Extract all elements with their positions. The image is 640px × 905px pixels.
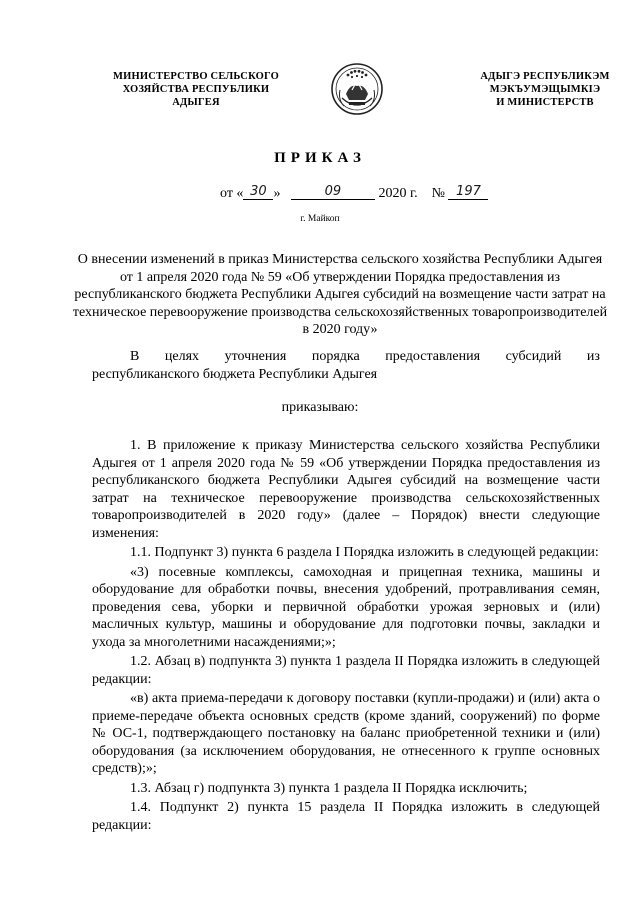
preamble-second-line: республиканского бюджета Республики Адыгея (92, 366, 378, 382)
ministry-name-russian (96, 70, 296, 109)
paragraph-1-1: 1.1. Подпункт 3) пункта 6 раздела I Порядка изложить в следующей редакции: (130, 545, 599, 560)
ministry-name-line: АДЫГЕЯ (172, 97, 220, 108)
preamble-word: субсидий (505, 349, 562, 364)
paragraph-1-1-quote: «3) посевные комплексы, самоходная и прицепная техника, машины и оборудование для обработки почвы, внесения удобрений, протравливания семян, проведения сева, уборки и первичной обработки урожая зерновых и (или) масличных культур, машины и оборудование для подготовки почвы, закладки и ухода за многолетними насаждениями;»; (92, 564, 600, 650)
preamble (92, 348, 600, 383)
ministry-name-line: АДЫГЭ РЕСПУБЛИКЭМ (480, 71, 610, 82)
ministry-name-adyghe (470, 70, 620, 109)
date-month: 09 (291, 185, 375, 200)
preamble-word: из (586, 349, 600, 364)
preamble-word: целях (164, 349, 200, 364)
orders-word: приказываю: (281, 400, 359, 415)
paragraph-1-3: 1.3. Абзац г) подпункта 3) пункта 1 раздела II Порядка исключить; (130, 780, 528, 796)
order-body (92, 437, 600, 836)
date-prefix: от « (220, 186, 244, 201)
preamble-first-line (92, 348, 600, 366)
coat-of-arms-icon (330, 60, 384, 120)
date-day: 30 (243, 185, 273, 200)
paragraph-1-2: 1.2. Абзац в) подпункта 3) пункта 1 раздела II Порядка изложить в следующей редакции: (92, 654, 600, 687)
ministry-name-line: И МИНИСТЕРСТВ (496, 97, 594, 108)
city: г. Майкоп (300, 214, 340, 224)
ministry-name-line: МИНИСТЕРСТВО СЕЛЬСКОГО (113, 71, 279, 82)
preamble-word: уточнения (224, 349, 287, 364)
date-year: 2020 г. (378, 186, 418, 201)
preamble-word: предоставления (385, 349, 481, 364)
order-subject: О внесении изменений в приказ Министерства сельского хозяйства Республики Адыгея от 1 апреля 2020 года № 59 «Об утверждении Порядка предоставления из республиканского бюджета Республики Адыгея субсидий на возмещение части затрат на техническое перевооружение производства сельскохозяйственных товаропроизводителей в 2020 году» (72, 252, 608, 337)
number-label: № (431, 186, 445, 201)
ministry-name-line: ХОЗЯЙСТВА РЕСПУБЛИКИ (122, 84, 270, 95)
paragraph-1: 1. В приложение к приказу Министерства сельского хозяйства Республики Адыгея от 1 апреля 2020 года № 59 «Об утверждении Порядка предоставления из республиканского бюджета Республики Адыгея субсидий на возмещение части затрат на техническое перевооружение производства сельскохозяйственных товаропроизводителей в 2020 году» (далее – Порядок) внести следующие изменения: (92, 438, 600, 541)
paragraph-1-2-quote: «в) акта приема-передачи к договору поставки (купли-продажи) и (или) акта о приеме-передаче объекта основных средств (кроме зданий, сооружений) по форме № ОС-1, подтверждающего постановку на баланс приобретенной техники и (или) оборудования (за исключением оборудования, не отнесенного к группе основных средств);»; (92, 691, 600, 776)
paragraph-1-4: 1.4. Подпункт 2) пункта 15 раздела II Порядка изложить в следующей редакции: (92, 800, 600, 833)
order-date-line (220, 186, 540, 202)
preamble-word: В (130, 349, 140, 364)
preamble-word: порядка (311, 349, 360, 364)
letterhead (0, 58, 640, 128)
order-number: 197 (448, 185, 488, 200)
document-title: ПРИКАЗ (274, 150, 366, 166)
ministry-name-line: МЭКЪУМЭЩЫМКIЭ (489, 84, 601, 95)
date-quote: » (273, 186, 281, 201)
